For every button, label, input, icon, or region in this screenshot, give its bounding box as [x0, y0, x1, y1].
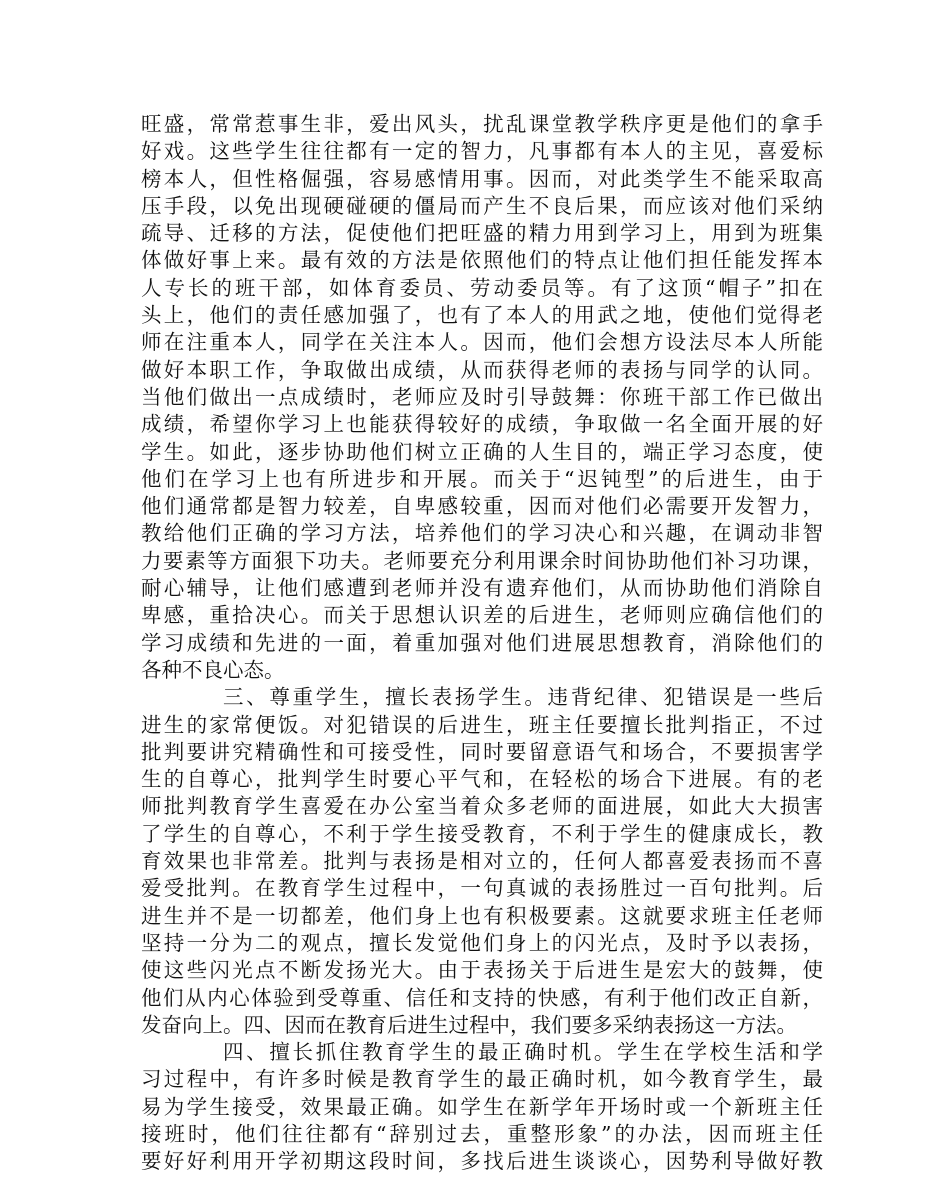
text-line: 成绩，希望你学习上也能获得较好的成绩，争取做一名全面开展的好	[141, 412, 823, 437]
body-text	[141, 111, 823, 1176]
text-line: 头上，他们的责任感加强了，也有了本人的用武之地，使他们觉得老	[141, 303, 823, 328]
text-line: 耐心辅导，让他们感遭到老师并没有遗弃他们，从而协助他们消除自	[141, 576, 823, 601]
text-line: 使这些闪光点不断发扬光大。由于表扬关于后进生是宏大的鼓舞，使	[141, 958, 823, 983]
text-line: 易为学生接受，效果最正确。如学生在新学年开场时或一个新班主任	[141, 1094, 823, 1119]
text-line: 教给他们正确的学习方法，培养他们的学习决心和兴趣，在调动非智	[141, 521, 823, 546]
text-line: 当他们做出一点成绩时，老师应及时引导鼓舞：你班干部工作已做出	[141, 384, 823, 409]
text-line: 四、擅长抓住教育学生的最正确时机。学生在学校生活和学	[223, 1040, 823, 1065]
text-line: 学习成绩和先进的一面，着重加强对他们进展思想教育，消除他们的	[141, 630, 823, 655]
text-line: 卑感，重拾决心。而关于思想认识差的后进生，老师则应确信他们的	[141, 603, 823, 628]
text-line: 习过程中，有许多时候是教育学生的最正确时机，如今教育学生，最	[141, 1067, 823, 1092]
text-line: 三、尊重学生，擅长表扬学生。违背纪律、犯错误是一些后	[223, 685, 823, 710]
text-line: 接班时，他们往往都有“辞别过去，重整形象”的办法，因而班主任	[141, 1121, 823, 1146]
text-line: 体做好事上来。最有效的方法是依照他们的特点让他们担任能发挥本	[141, 248, 823, 273]
text-line: 好戏。这些学生往往都有一定的智力，凡事都有本人的主见，喜爱标	[141, 139, 823, 164]
text-line: 进生的家常便饭。对犯错误的后进生，班主任要擅长批判指正，不过	[141, 712, 823, 737]
text-line: 力要素等方面狠下功夫。老师要充分利用课余时间协助他们补习功课，	[141, 548, 823, 573]
text-line: 生的自尊心，批判学生时要心平气和，在轻松的场合下进展。有的老	[141, 767, 823, 792]
text-line: 他们从内心体验到受尊重、信任和支持的快感，有利于他们改正自新，	[141, 985, 823, 1010]
text-line: 榜本人，但性格倔强，容易感情用事。因而，对此类学生不能采取高	[141, 166, 823, 191]
text-line: 师批判教育学生喜爱在办公室当着众多老师的面进展，如此大大损害	[141, 794, 823, 819]
text-line: 要好好利用开学初期这段时间，多找后进生谈谈心，因势利导做好教	[141, 1149, 823, 1174]
text-line: 人专长的班干部，如体育委员、劳动委员等。有了这顶“帽子”扣在	[141, 275, 823, 300]
text-line: 他们在学习上也有所进步和开展。而关于“迟钝型”的后进生，由于	[141, 466, 823, 491]
text-line: 他们通常都是智力较差，自卑感较重，因而对他们必需要开发智力，	[141, 494, 823, 519]
text-line: 疏导、迁移的方法，促使他们把旺盛的精力用到学习上，用到为班集	[141, 221, 823, 246]
text-line: 了学生的自尊心，不利于学生接受教育，不利于学生的健康成长，教	[141, 821, 823, 846]
text-line: 学生。如此，逐步协助他们树立正确的人生目的，端正学习态度，使	[141, 439, 823, 464]
text-line: 各种不良心态。	[141, 657, 285, 682]
text-line: 旺盛，常常惹事生非，爱出风头，扰乱课堂教学秩序更是他们的拿手	[141, 112, 823, 136]
text-line: 育效果也非常差。批判与表扬是相对立的，任何人都喜爱表扬而不喜	[141, 849, 823, 874]
text-line: 发奋向上。四、因而在教育后进生过程中，我们要多采纳表扬这一方法。	[141, 1012, 797, 1037]
text-line: 压手段，以免出现硬碰硬的僵局而产生不良后果，而应该对他们采纳	[141, 193, 823, 218]
text-line: 师在注重本人，同学在关注本人。因而，他们会想方设法尽本人所能	[141, 330, 823, 355]
text-line: 批判要讲究精确性和可接受性，同时要留意语气和场合，不要损害学	[141, 739, 823, 764]
text-line: 坚持一分为二的观点，擅长发觉他们身上的闪光点，及时予以表扬，	[141, 930, 823, 955]
text-line: 爱受批判。在教育学生过程中，一句真诚的表扬胜过一百句批判。后	[141, 876, 823, 901]
text-line: 进生并不是一切都差，他们身上也有积极要素。这就要求班主任老师	[141, 903, 823, 928]
text-line: 做好本职工作，争取做出成绩，从而获得老师的表扬与同学的认同。	[141, 357, 823, 382]
